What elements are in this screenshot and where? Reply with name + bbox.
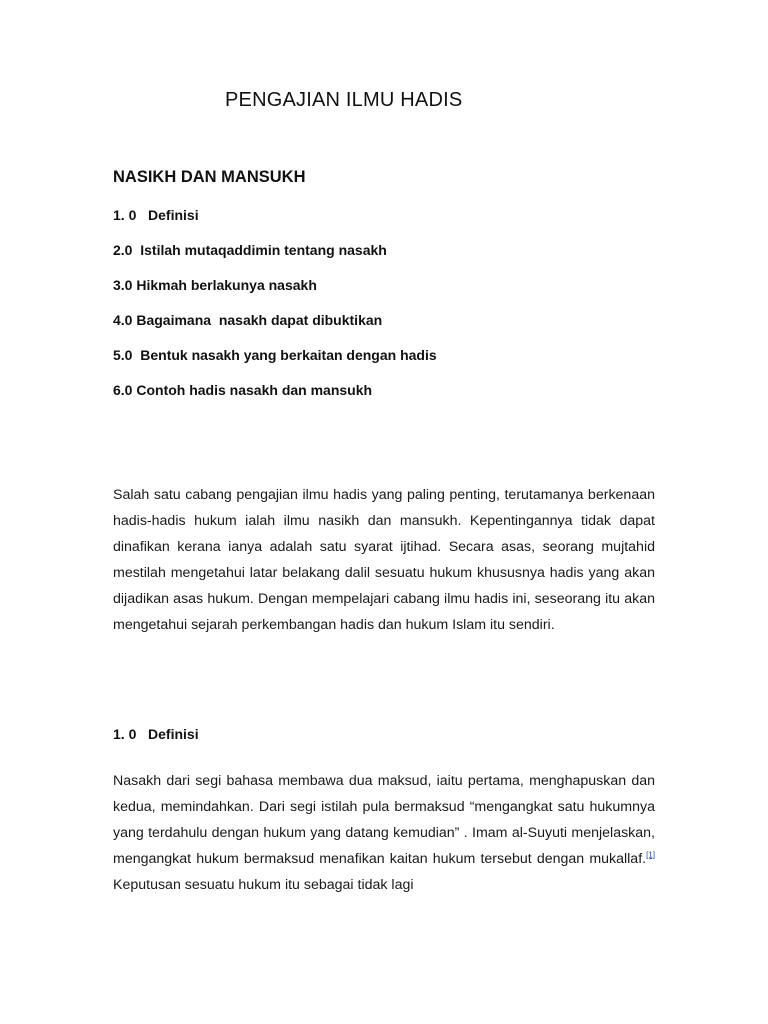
footnote-link[interactable]: [1] — [646, 850, 655, 860]
toc-item: 4.0 Bagaimana nasakh dapat dibuktikan — [113, 312, 383, 328]
toc-item: 3.0 Hikmah berlakunya nasakh — [113, 277, 317, 293]
toc-item: 5.0 Bentuk nasakh yang berkaitan dengan hadis — [113, 347, 437, 363]
toc-item: 6.0 Contoh hadis nasakh dan mansukh — [113, 382, 373, 398]
definition-heading: 1. 0 Definisi — [113, 726, 199, 742]
definition-paragraph — [113, 768, 655, 898]
toc-item: 1. 0 Definisi — [113, 207, 199, 223]
section-heading: NASIKH DAN MANSUKH — [113, 168, 306, 186]
table-of-contents — [113, 205, 437, 415]
document-title: PENGAJIAN ILMU HADIS — [225, 89, 463, 111]
intro-paragraph: Salah satu cabang pengajian ilmu hadis yang paling penting, terutamanya berkenaan hadis-hadis hukum ialah ilmu nasikh dan mansukh. Kepentingannya tidak dapat dinafikan kerana ianya adalah satu syarat ijtihad. Secara asas, seorang mujtahid mestilah mengetahui latar belakang dalil sesuatu hukum khususnya hadis yang akan dijadikan asas hukum. Dengan mempelajari cabang ilmu hadis ini, seseorang itu akan mengetahui sejarah perkembangan hadis dan hukum Islam itu sendiri. — [113, 487, 655, 633]
definition-text-part1: Nasakh dari segi bahasa membawa dua maksud, iaitu pertama, menghapuskan dan kedua, memindahkan. Dari segi istilah pula bermaksud “mengangkat satu hukumnya yang terdahulu dengan hukum yang datang kemudian” . Imam al-Suyuti menjelaskan, mengangkat hukum bermaksud menafikan kaitan hukum tersebut dengan mukallaf. — [113, 773, 655, 867]
toc-item: 2.0 Istilah mutaqaddimin tentang nasakh — [113, 242, 387, 258]
definition-text-part2: Keputusan sesuatu hukum itu sebagai tidak lagi — [113, 877, 414, 893]
